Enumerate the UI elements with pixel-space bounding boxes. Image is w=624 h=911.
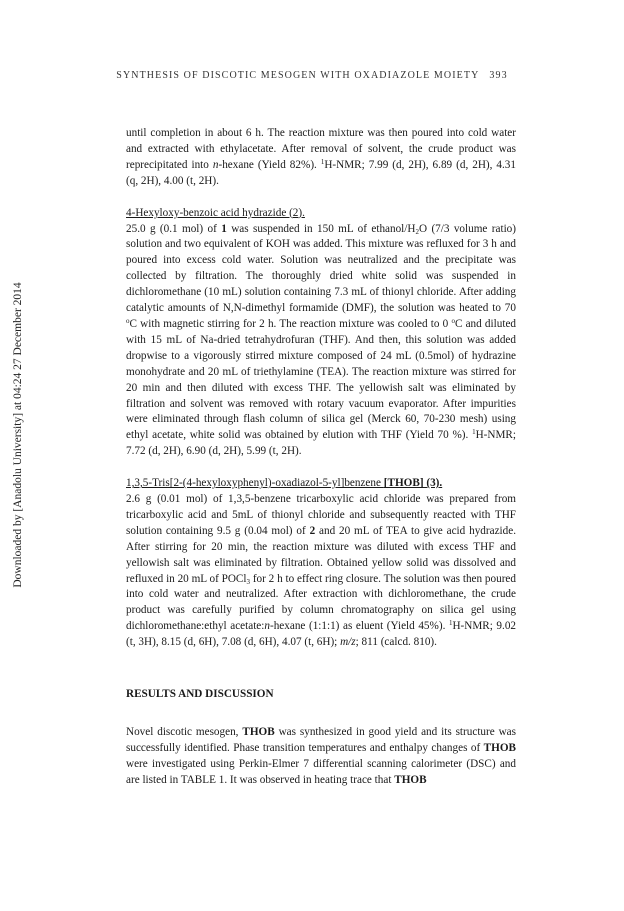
page-body [126, 126, 516, 789]
superscript: 1 [320, 157, 325, 166]
text-run: H-NMR; 7.72 (d, 2H), 6.90 (d, 2H), 5.99 (t, 2H). [126, 429, 516, 458]
running-title: SYNTHESIS OF DISCOTIC MESOGEN WITH OXADIAZOLE MOIETY [116, 70, 480, 81]
text-run: C with magnetic stirring for 2 h. The reaction mixture was cooled to 0 [129, 317, 452, 330]
paragraph-compound-3 [126, 492, 516, 651]
subscript: 2 [415, 227, 419, 236]
text-run: ; 811 (calcd. 810). [355, 636, 437, 649]
text-run: and 20 mL of TEA to give acid hydrazide. After stirring for 20 min, the reaction mixture was diluted with excess THF and yellowish salt was eliminated by filtration. Obtained yellow solid was dissolved and refluxed in 20 mL of POCl [126, 524, 516, 585]
superscript: o [451, 316, 455, 325]
text-run: 25.0 g (0.1 mol) of [126, 222, 222, 235]
text-run: Novel discotic mesogen, [126, 726, 243, 738]
paragraph-compound-2 [126, 222, 516, 461]
running-head [0, 70, 624, 81]
subsection-title: 1,3,5-Tris[2-(4-hexyloxyphenyl)-oxadiazol-5-yl]benzene [126, 477, 384, 490]
download-watermark: Downloaded by [Anadolu University] at 04:24 27 December 2014 [12, 282, 24, 588]
section-heading: RESULTS AND DISCUSSION [126, 688, 274, 701]
subsection-heading-3 [126, 476, 516, 492]
bold-run: 1 [221, 222, 227, 235]
paragraph-results [126, 725, 516, 789]
subsection-title: 4-Hexyloxy-benzoic acid hydrazide (2). [126, 206, 305, 219]
text-run: 2.6 g (0.01 mol) of 1,3,5-benzene tricarboxylic acid chloride was prepared from tricarboxylic acid and 5mL of thionyl chloride and subsequently reacted with THF solution containing 9.5 g (0.04 mol) of [126, 493, 516, 537]
italic-run: n [212, 158, 219, 171]
italic-run: m/z [340, 636, 356, 649]
text-run: H-NMR; 9.02 (t, 3H), 8.15 (d, 6H), 7.08 (d, 6H), 4.07 (t, 6H); [126, 620, 517, 649]
text-run: O (7/3 volume ratio) solution and two equivalent of KOH was added. This mixture was refluxed for 3 h and poured into excess cold water. Solution was neutralized and the precipitate was collected by filtration. The thoroughly dried white solid was suspended in dichloromethane (10 mL) solution containing 7.3 mL of thionyl chloride. After adding catalytic amounts of N,N-dimethyl formamide (DMF), the solution was heated to 70 [126, 222, 516, 315]
bold-run: 2 [309, 524, 316, 537]
subscript: 3 [246, 577, 251, 586]
text-run: was synthesized in good yield and its structure was successfully identified. Phase transition temperatures and enthalpy changes of [126, 726, 516, 754]
text-run: -hexane (1:1:1) as eluent (Yield 45%). [269, 620, 449, 633]
bold-run: THOB [242, 726, 275, 738]
paragraph-continuation [126, 126, 516, 190]
text-run: were investigated using Perkin-Elmer 7 differential scanning calorimeter (DSC) and are listed in TABLE 1. It was observed in heating trace that [126, 757, 516, 786]
superscript: 1 [472, 428, 476, 437]
superscript: 1 [448, 619, 453, 628]
text-run: until completion in about 6 h. The reaction mixture was then poured into cold water and extracted with ethylacetate. After removal of solvent, the crude product was reprecipitated into [126, 127, 516, 171]
subsection-heading-2 [126, 206, 516, 222]
text-run: for 2 h to effect ring closure. The solution was then poured into cold water and neutralized. After extraction with dichloromethane, the crude product was carefully purified by column chromatography on silica gel using dichloromethane:ethyl acetate: [126, 572, 516, 633]
text-run: H-NMR; 7.99 (d, 2H), 6.89 (d, 2H), 4.31 (q, 2H), 4.00 (t, 2H). [126, 158, 516, 187]
bold-run: THOB [394, 773, 427, 786]
text-run: -hexane (Yield 82%). [218, 158, 321, 171]
text-run: C and diluted with 15 mL of Na-dried tetrahydrofuran (THF). And then, this solution was added dropwise to a vigorously stirred mixture composed of 24 mL (0.5mol) of hydrazine monohydrate and 20 mL of triethylamine (TEA). The reaction mixture was stirred for 20 min and then diluted with excess THF. The yellowish salt was eliminated by filtration and solvent was removed with rotary vacuum evaporator. After impurities were eliminated through flash column of silica gel (Merck 60, 70-230 mesh) using ethyl acetate, white solid was obtained by elution with THF (Yield 70 %). [126, 317, 517, 442]
bold-run: THOB [483, 741, 516, 754]
bold-run: [THOB] (3). [383, 477, 443, 490]
italic-run: n [264, 620, 270, 633]
superscript: o [126, 316, 130, 325]
page-number: 393 [489, 70, 508, 81]
text-run: was suspended in 150 mL of ethanol/H [226, 222, 416, 235]
